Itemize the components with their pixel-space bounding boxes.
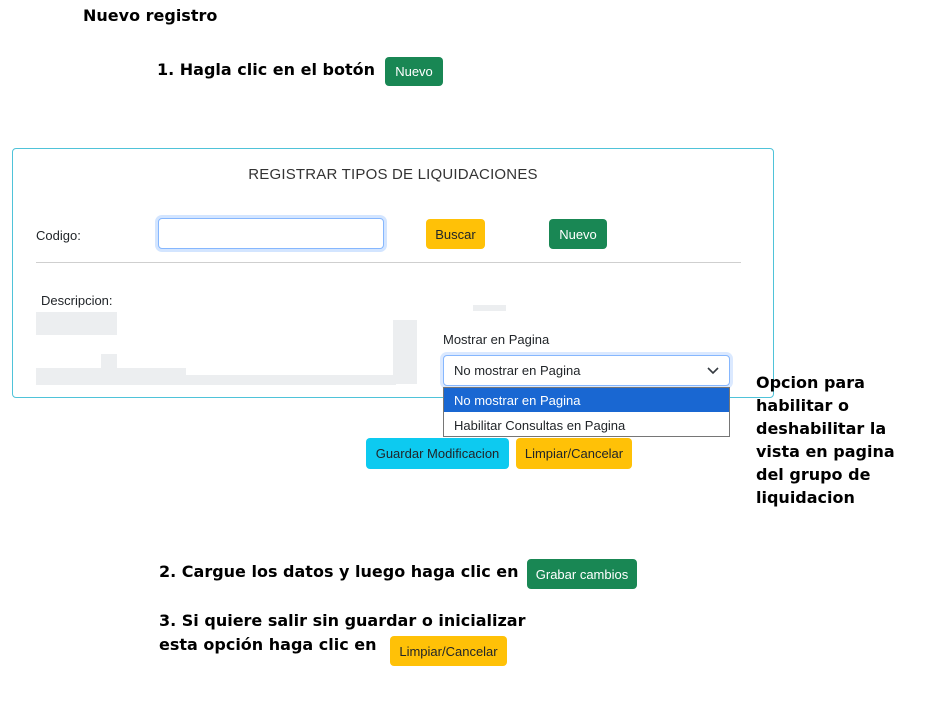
codigo-label: Codigo: [36,228,81,243]
buscar-button[interactable]: Buscar [426,219,485,249]
nuevo-button[interactable]: Nuevo [549,219,607,249]
side-note-line: Opcion para [756,373,865,392]
nuevo-button-example[interactable]: Nuevo [385,57,443,86]
redacted-block [36,368,186,385]
side-note-line: del grupo de [756,465,871,484]
mostrar-select[interactable] [443,355,730,386]
redacted-block [186,375,396,385]
redacted-block [393,320,417,384]
limpiar-cancelar-button[interactable]: Limpiar/Cancelar [516,438,632,469]
mostrar-label: Mostrar en Pagina [443,332,550,347]
redacted-block [36,312,117,335]
page-heading: Nuevo registro [83,6,218,25]
descripcion-label: Descripcion: [41,293,113,308]
step3-text-line1: 3. Si quiere salir sin guardar o inicializar [159,611,526,630]
chevron-down-icon [707,365,719,375]
mostrar-dropdown [443,387,730,437]
side-note-line: deshabilitar la [756,419,887,438]
dropdown-option-habilitar[interactable]: Habilitar Consultas en Pagina [454,417,626,433]
step2-text: 2. Cargue los datos y luego haga clic en [159,562,519,581]
guardar-modificacion-button[interactable]: Guardar Modificacion [366,438,509,469]
side-note [756,371,895,509]
codigo-input[interactable] [158,218,384,249]
dropdown-option-no-mostrar[interactable]: No mostrar en Pagina [444,388,729,412]
step1-text: 1. Hagla clic en el botón [157,60,375,79]
redacted-block [473,305,506,311]
form-title: REGISTRAR TIPOS DE LIQUIDACIONES [248,166,538,183]
form-divider [36,262,741,263]
side-note-line: vista en pagina [756,442,895,461]
side-note-line: habilitar o [756,396,849,415]
side-note-line: liquidacion [756,488,855,507]
grabar-cambios-button[interactable]: Grabar cambios [527,559,637,589]
step3-text-line2: esta opción haga clic en [159,635,377,654]
limpiar-cancelar-button-example[interactable]: Limpiar/Cancelar [390,636,507,666]
mostrar-select-value: No mostrar en Pagina [454,363,581,378]
